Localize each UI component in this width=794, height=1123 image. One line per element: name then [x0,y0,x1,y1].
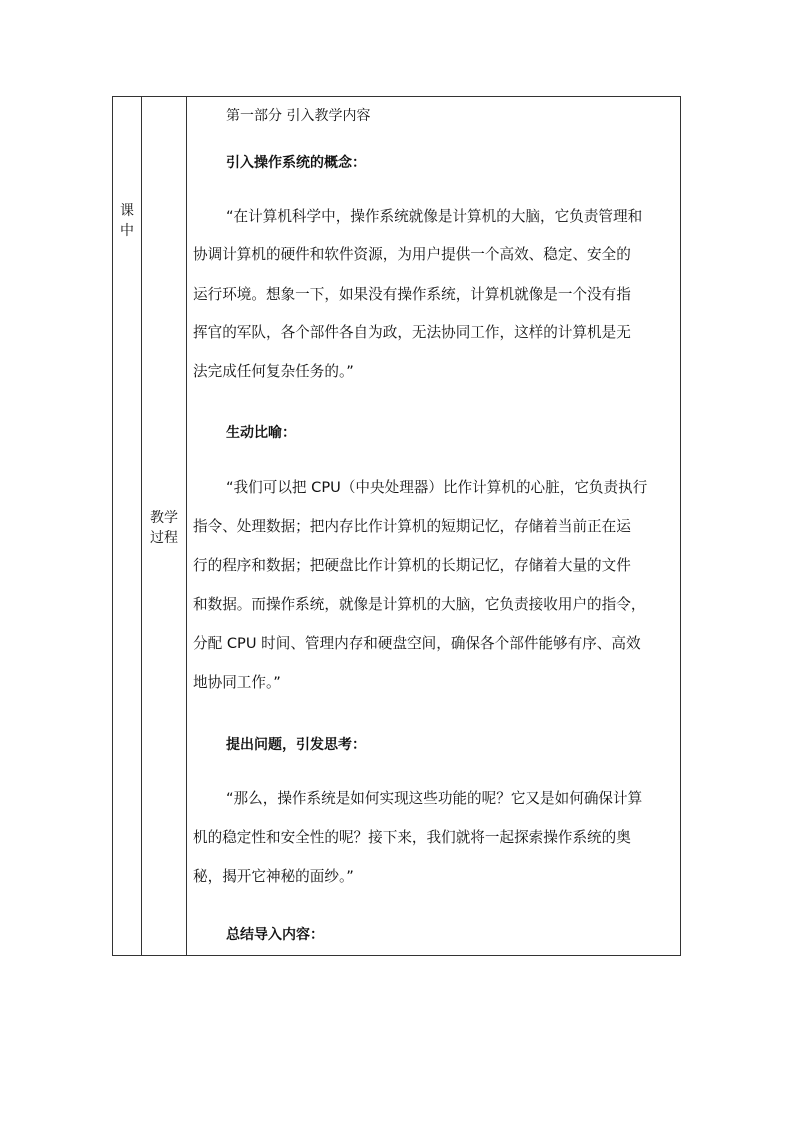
paragraph-line: 指令、处理数据；把内存比作计算机的短期记忆，存储着当前正在运 [193,518,631,535]
heading-part-one: 第一部分 引入教学内容 [226,108,371,124]
paragraph-line: 挥官的军队，各个部件各自为政，无法协同工作，这样的计算机是无 [193,324,631,341]
phase-label-char: 课 [120,203,134,219]
heading-metaphor: 生动比喻： [226,425,296,441]
paragraph-line: 法完成任何复杂任务的。” [193,363,354,380]
heading-question: 提出问题，引发思考： [226,737,366,753]
paragraph-line: “那么，操作系统是如何实现这些功能的呢？它又是如何确保计算 [226,790,643,807]
phase-label-char: 中 [120,223,134,239]
section-label-line: 教学 [150,510,178,526]
section-label-teaching-process [142,508,186,548]
heading-summary: 总结导入内容： [226,927,324,943]
paragraph-line: 秘，揭开它神秘的面纱。” [193,868,354,885]
paragraph-line: 和数据。而操作系统，就像是计算机的大脑，它负责接收用户的指令， [193,596,646,613]
lesson-plan-table [112,96,681,956]
phase-label-in-class [113,201,141,241]
paragraph-line: 分配 CPU 时间、管理内存和硬盘空间，确保各个部件能够有序、高效 [193,635,641,652]
paragraph-line: “我们可以把 CPU（中央处理器）比作计算机的心脏，它负责执行 [226,479,648,496]
paragraph-line: 机的稳定性和安全性的呢？接下来，我们就将一起探索操作系统的奥 [193,829,631,846]
paragraph-line: 运行环境。想象一下，如果没有操作系统，计算机就像是一个没有指 [193,286,631,303]
heading-intro-concept: 引入操作系统的概念： [226,155,366,171]
section-label-line: 过程 [150,530,178,546]
paragraph-line: 行的程序和数据；把硬盘比作计算机的长期记忆，存储着大量的文件 [193,557,631,574]
column-divider-2 [186,97,187,955]
paragraph-line: 协调计算机的硬件和软件资源，为用户提供一个高效、稳定、安全的 [193,246,631,263]
paragraph-line: 地协同工作。” [193,674,281,691]
paragraph-line: “在计算机科学中，操作系统就像是计算机的大脑，它负责管理和 [226,208,643,225]
